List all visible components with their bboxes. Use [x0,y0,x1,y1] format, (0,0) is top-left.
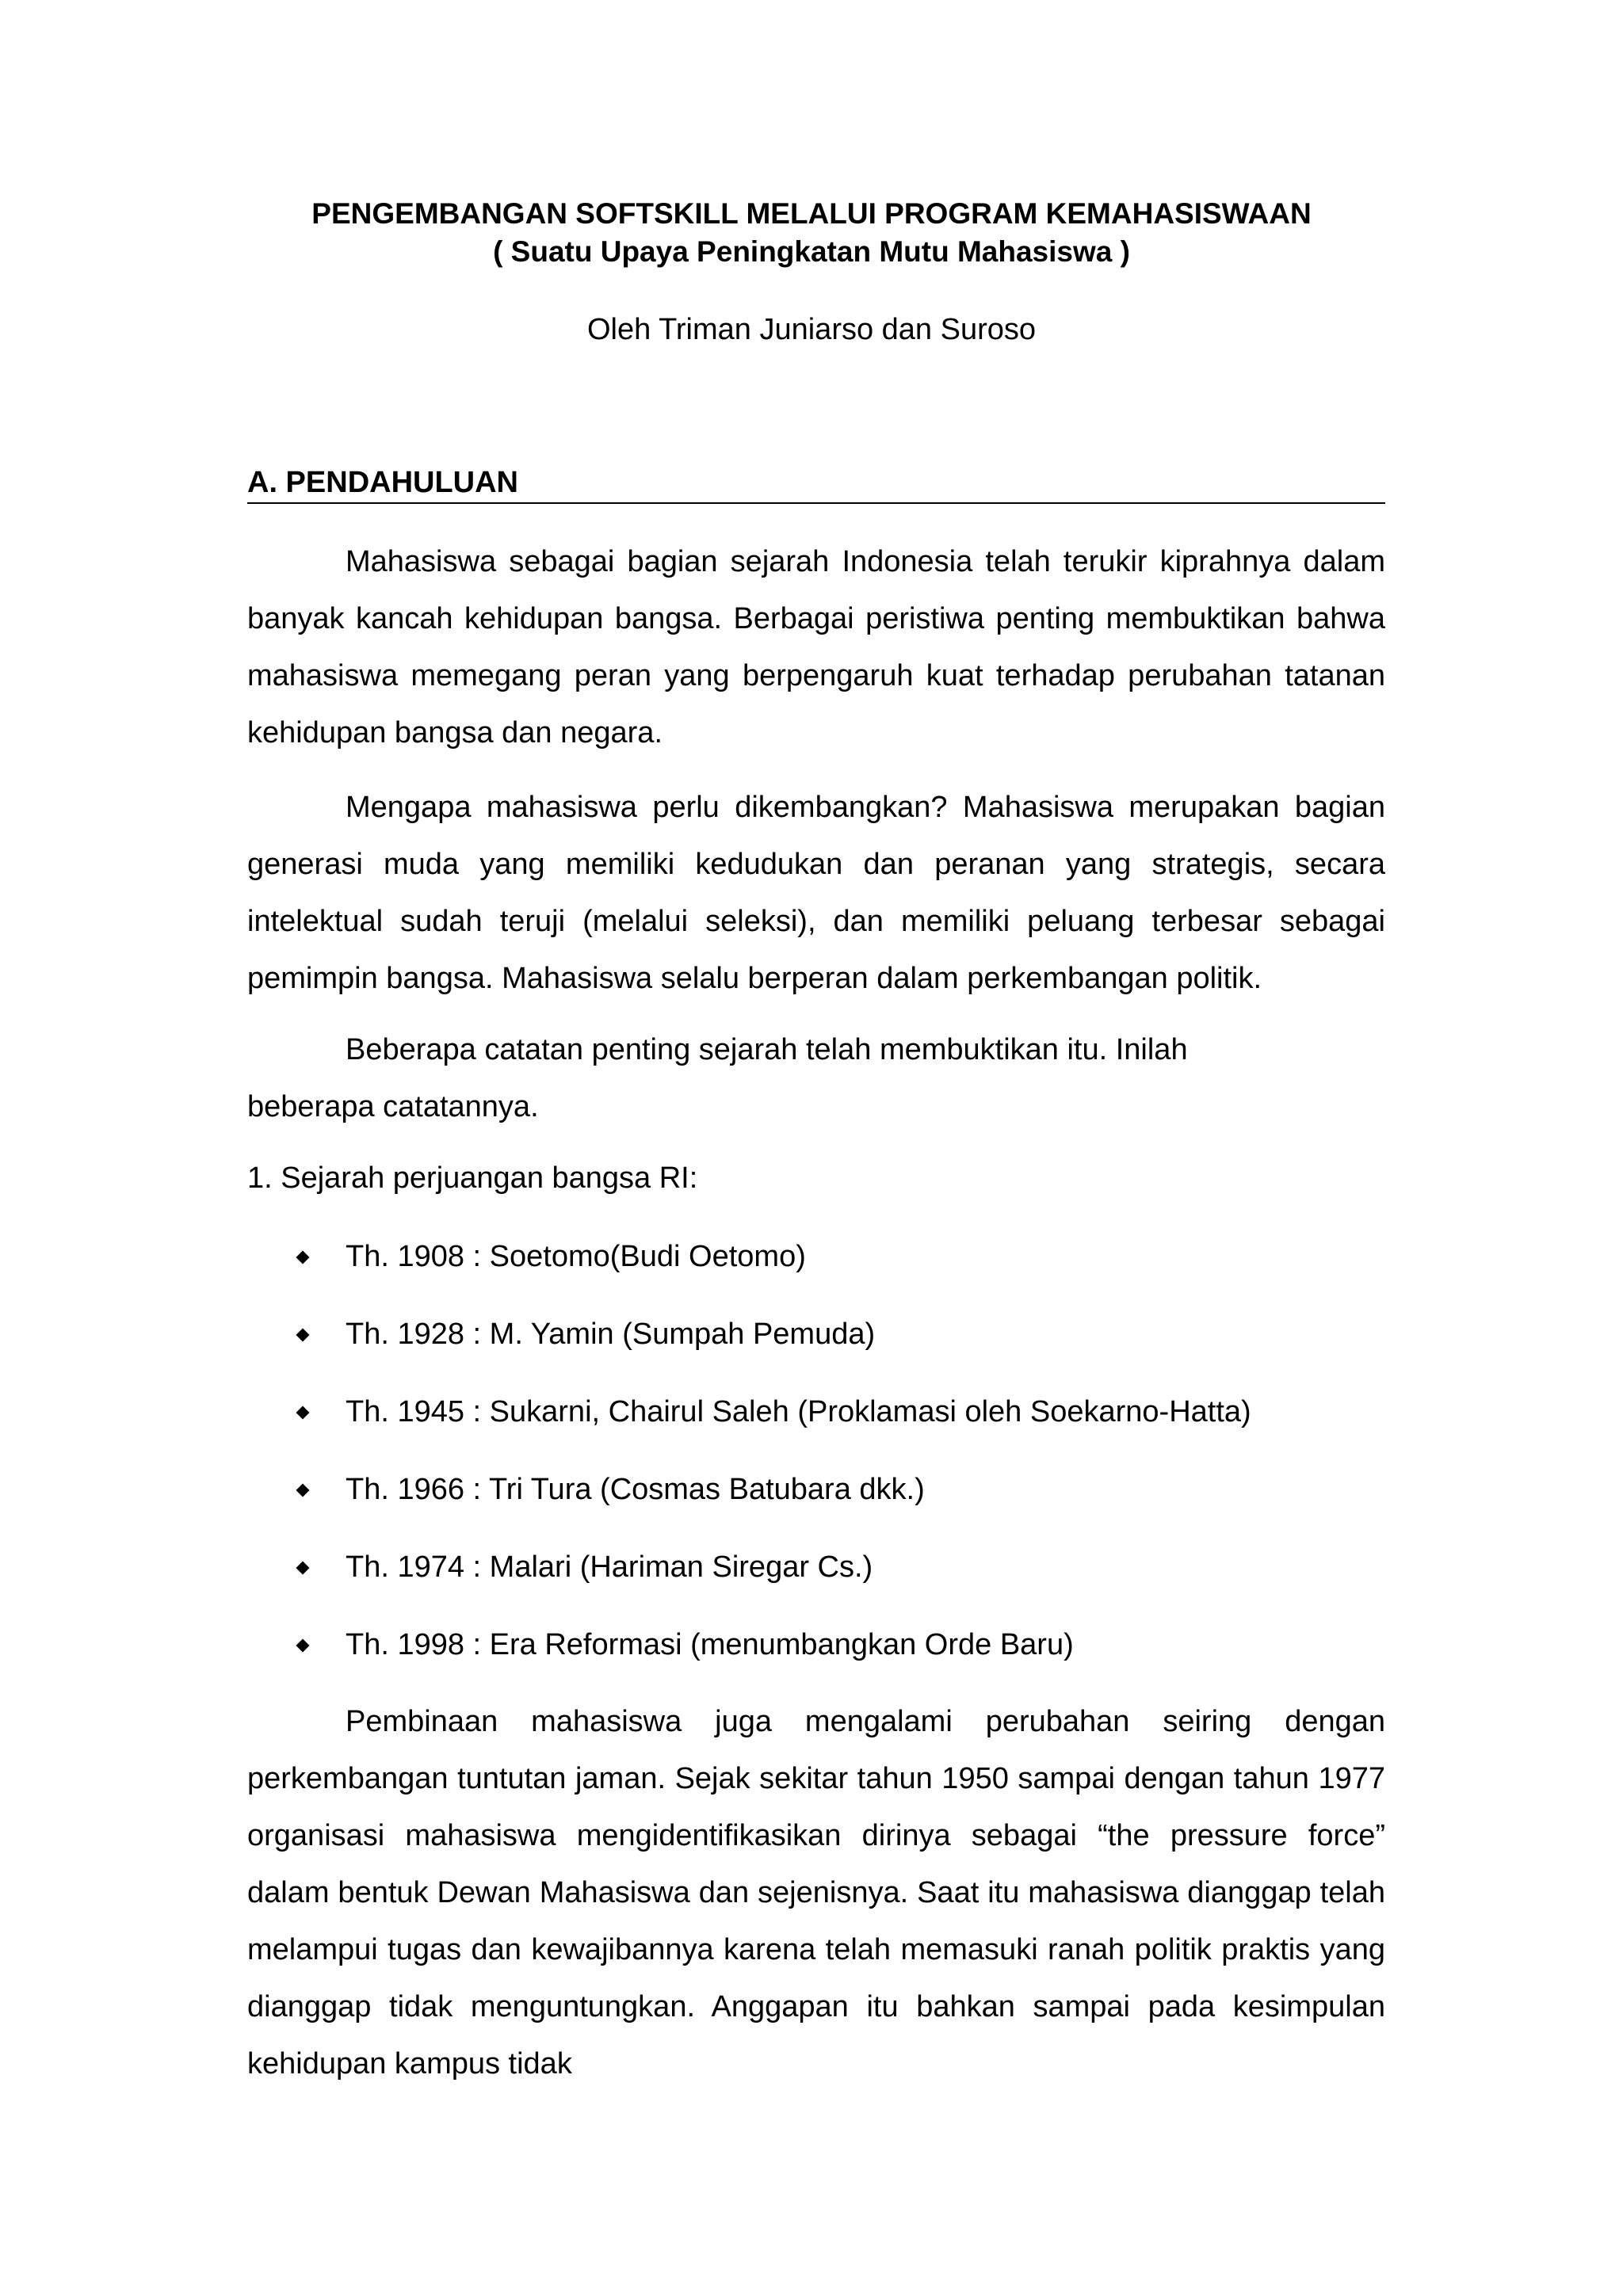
paragraph-1: Mahasiswa sebagai bagian sejarah Indonesia telah terukir kiprahnya dalam banyak kancah kehidupan bangsa. Berbagai peristiwa penting membuktikan bahwa mahasiswa memegang peran yang berpengaruh kuat terhadap perubahan tatanan kehidupan bangsa dan negara. [247,545,1385,749]
list-item [247,1373,1385,1451]
list-item-text: Th. 1928 : M. Yamin (Sumpah Pemuda) [346,1318,876,1351]
document-title: PENGEMBANGAN SOFTSKILL MELALUI PROGRAM KEMAHASISWAAN [311,197,1312,230]
document-author: Oleh Triman Juniarso dan Suroso [586,313,1037,346]
list-item-text: Th. 1998 : Era Reformasi (menumbangkan Orde Baru) [346,1628,1074,1661]
section-heading: A. PENDAHULUAN [247,461,1385,504]
list-item-text: Th. 1908 : Soetomo(Budi Oetomo) [346,1240,806,1273]
history-list [247,1218,1385,1684]
diamond-bullet-icon [296,1562,310,1575]
diamond-bullet-icon [296,1329,310,1342]
diamond-bullet-icon [296,1484,310,1497]
list-title: 1. Sejarah perjuangan bangsa RI: [247,1161,698,1195]
paragraph-4: Pembinaan mahasiswa juga mengalami perubahan seiring dengan perkembangan tuntutan jaman. Sejak sekitar tahun 1950 sampai dengan tahun 1977 organisasi mahasiswa mengidentifikasikan dirinya sebagai “the pressure force” dalam bentuk Dewan Mahasiswa dan sejenisnya. Saat itu mahasiswa dianggap telah melampui tugas dan kewajibannya karena telah memasuki ranah politik praktis yang dianggap tidak menguntungkan. Anggapan itu bahkan sampai pada kesimpulan kehidupan kampus tidak [247,1705,1385,2081]
paragraph-3: Beberapa catatan penting sejarah telah membuktikan itu. Inilah beberapa catatannya. [247,1033,1188,1123]
list-item-text: Th. 1966 : Tri Tura (Cosmas Batubara dkk.) [346,1473,925,1506]
list-item [247,1606,1385,1684]
list-item [247,1295,1385,1373]
list-item [247,1528,1385,1606]
diamond-bullet-icon [296,1639,310,1653]
paragraph-2: Mengapa mahasiswa perlu dikembangkan? Mahasiswa merupakan bagian generasi muda yang memiliki kedudukan dan peranan yang strategis, secara intelektual sudah teruji (melalui seleksi), dan memiliki peluang terbesar sebagai pemimpin bangsa. Mahasiswa selalu berperan dalam perkembangan politik. [247,791,1385,995]
section-body [247,533,1385,2092]
list-item-text: Th. 1945 : Sukarni, Chairul Saleh (Proklamasi oleh Soekarno-Hatta) [346,1395,1251,1428]
list-item-text: Th. 1974 : Malari (Hariman Siregar Cs.) [346,1550,873,1584]
list-item [247,1218,1385,1295]
diamond-bullet-icon [296,1251,310,1264]
document-subtitle: ( Suatu Upaya Peningkatan Mutu Mahasiswa ) [493,235,1130,268]
diamond-bullet-icon [296,1406,310,1420]
list-item [247,1451,1385,1528]
